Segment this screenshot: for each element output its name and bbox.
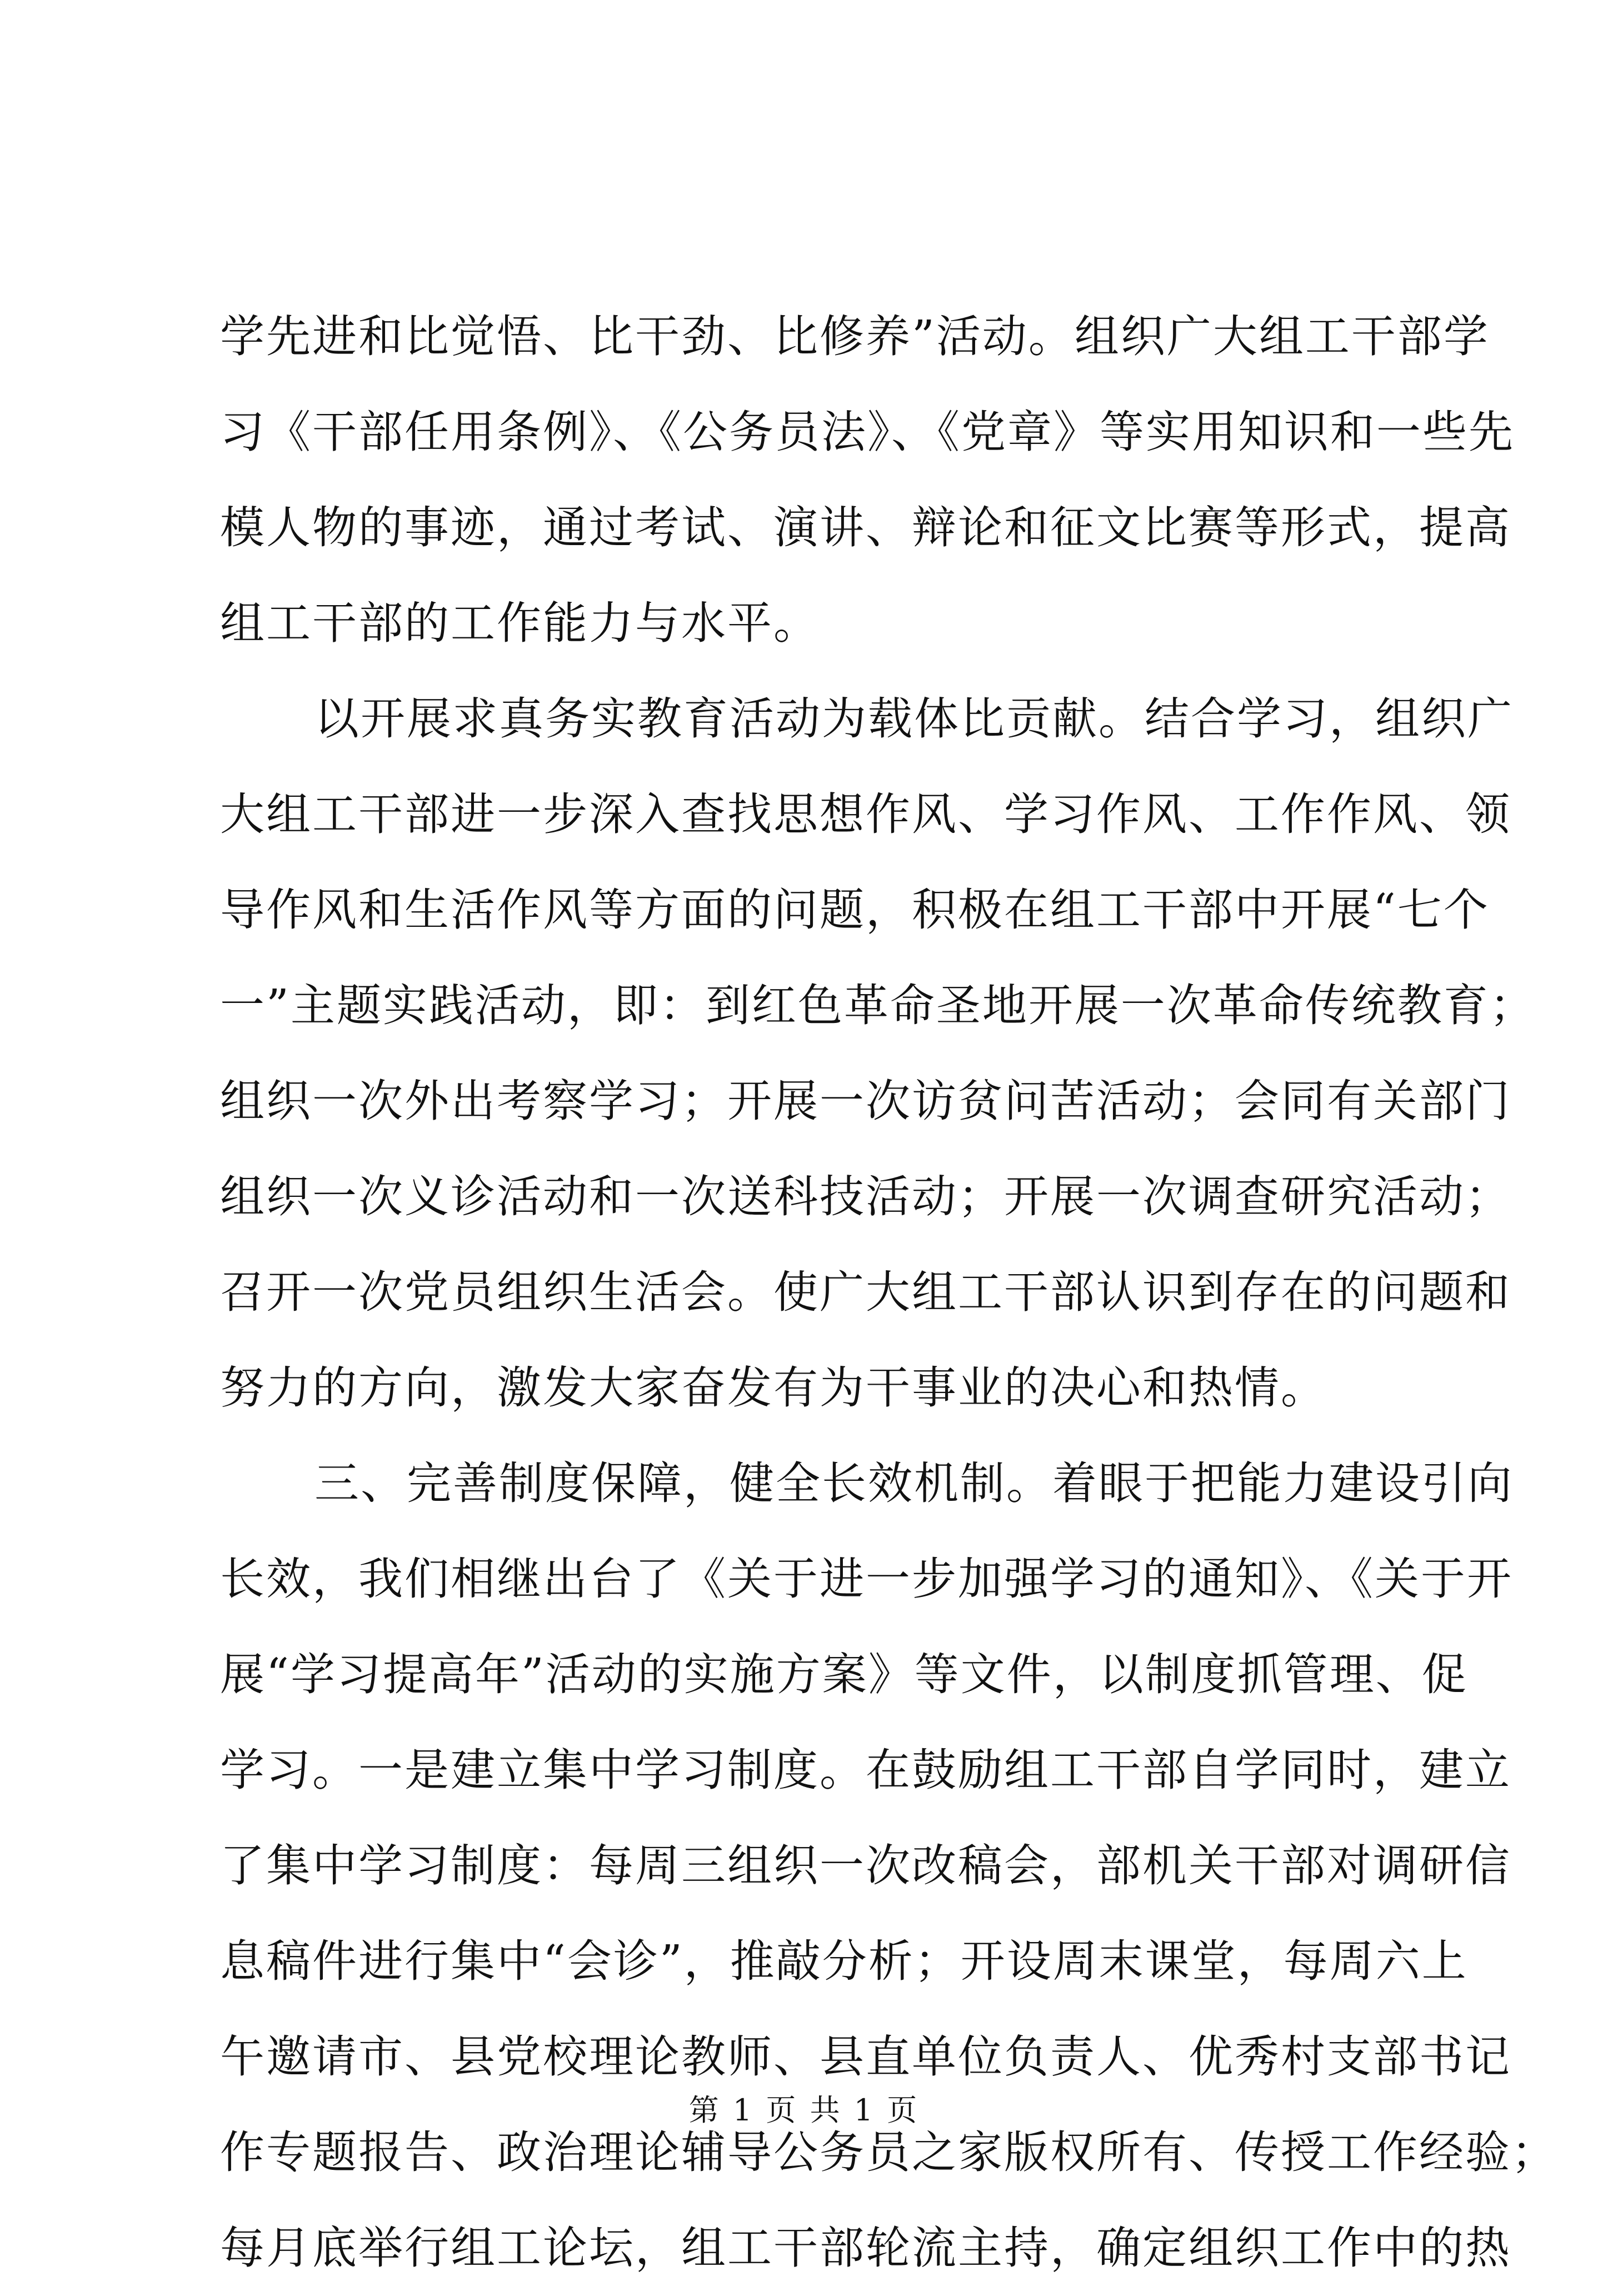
document-body — [220, 289, 1557, 2296]
text-line: 一”主题实践活动，即：到红色革命圣地开展一次革命传统教育； — [220, 980, 1536, 1031]
text-line: 学习。一是建立集中学习制度。在鼓励组工干部自学同时，建立 — [220, 1744, 1511, 1796]
text-line: 三、完善制度保障，健全长效机制。着眼于把能力建设引向 — [314, 1458, 1514, 1509]
text-line: 作专题报告、政治理论辅导公务员之家版权所有、传授工作经验； — [220, 2127, 1557, 2178]
text-line: 导作风和生活作风等方面的问题，积极在组工干部中开展“七个 — [220, 884, 1490, 936]
text-line: 长效，我们相继出台了《关于进一步加强学习的通知》、《关于开 — [220, 1553, 1513, 1605]
text-line: 努力的方向，激发大家奋发有为干事业的决心和热情。 — [220, 1362, 1327, 1414]
text-line: 以开展求真务实教育活动为载体比贡献。结合学习，组织广 — [314, 693, 1514, 745]
text-line: 息稿件进行集中“会诊”，推敲分析；开设周末课堂，每周六上 — [220, 1935, 1468, 1987]
text-line: 模人物的事迹，通过考试、演讲、辩论和征文比赛等形式，提高 — [220, 502, 1511, 553]
text-line: 展“学习提高年”活动的实施方案》等文件，以制度抓管理、促 — [220, 1649, 1468, 1700]
text-line: 了集中学习制度：每周三组织一次改稿会，部机关干部对调研信 — [220, 1840, 1511, 1891]
text-line: 组织一次义诊活动和一次送科技活动；开展一次调查研究活动； — [220, 1171, 1511, 1222]
text-line: 组织一次外出考察学习；开展一次访贫问苦活动；会同有关部门 — [220, 1075, 1511, 1127]
text-line: 学先进和比觉悟、比干劲、比修养”活动。组织广大组工干部学 — [220, 311, 1490, 362]
text-line: 组工干部的工作能力与水平。 — [220, 597, 820, 649]
text-line: 午邀请市、县党校理论教师、县直单位负责人、优秀村支部书记 — [220, 2031, 1511, 2083]
text-line: 大组工干部进一步深入查找思想作风、学习作风、工作作风、领 — [220, 788, 1511, 840]
page-number-footer: 第 1 页 共 1 页 — [688, 2093, 920, 2128]
text-line: 召开一次党员组织生活会。使广大组工干部认识到存在的问题和 — [220, 1266, 1511, 1318]
text-line: 习《干部任用条例》、《公务员法》、《党章》等实用知识和一些先 — [220, 406, 1515, 458]
text-line: 每月底举行组工论坛，组工干部轮流主持，确定组织工作中的热 — [220, 2222, 1511, 2274]
